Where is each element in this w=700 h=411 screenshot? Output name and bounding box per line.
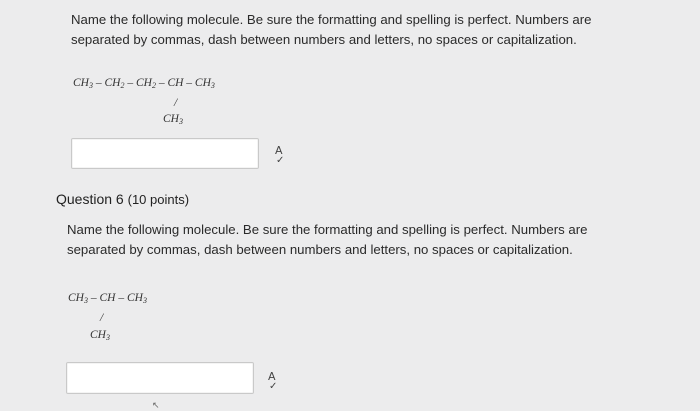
question-6-header [56, 191, 189, 207]
q6-formula-branch: $CH_3$ [90, 329, 110, 342]
q6-branch-bond: / [100, 312, 104, 324]
q6-prompt: Name the following molecule. Be sure the formatting and spelling is perfect. Numbers are separated by commas, dash between numbers and letters, no spaces or capitalization. [67, 222, 588, 257]
q5-prompt: Name the following molecule. Be sure the formatting and spelling is perfect. Numbers are separated by commas, dash between numbers and letters, no spaces or capitalization. [71, 12, 592, 47]
spell-check-icon[interactable]: A ✓ [275, 144, 285, 166]
spell-check-icon[interactable]: A ✓ [268, 370, 278, 392]
q5-formula-branch: $CH_3$ [163, 113, 183, 126]
question-title: Question 6 [56, 191, 124, 207]
q5-formula-main: $CH_3 - CH_2 - CH_2$ – CH – $CH_3$ [73, 77, 215, 90]
question-points: (10 points) [127, 192, 190, 207]
mouse-cursor-icon: ↖ [152, 400, 160, 410]
q6-answer-input[interactable] [66, 362, 254, 394]
q6-formula-main: $CH_3$ – CH – $CH_3$ [68, 292, 147, 305]
q5-answer-input[interactable] [71, 138, 259, 169]
q5-branch-bond: / [174, 97, 178, 109]
